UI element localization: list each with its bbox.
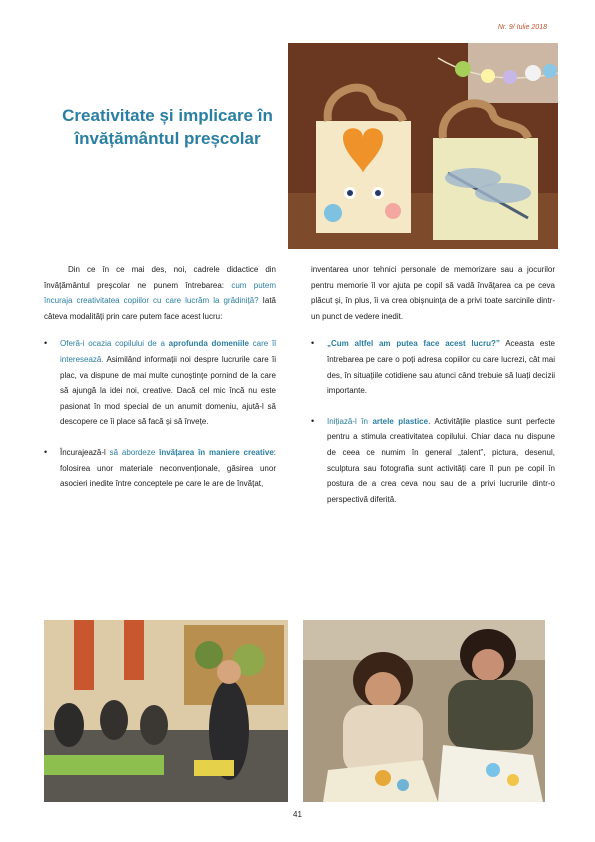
intro-paragraph [44,262,276,324]
bullet-explore-domains [44,336,276,430]
workshop-photo [44,620,288,802]
bullet-3-body: Aceasta este întrebarea pe care o poți adresa copiilor cu care lucrezi, cât mai des, în situațiile cotidiene sau atunci când trebuie să luați decizii importante. [327,339,555,396]
bullet-1-lead: Oferă-i ocazia copilului de a [60,339,169,349]
bullet-4-body: . Activitățile plastice sunt perfecte pentru a stimula creativitatea copilului. Chiar daca nu dispune de ceea ce numim în general „talent”, pictura, desenul, sculptura sau fotografia sunt activități care îl pun pe copil în postura de a crea ceva nou sau de a privi lucrurile dintr-o perspectivă diferită. [327,416,556,504]
bullet-2-blue: să abordeze [109,447,160,457]
left-bullet-list [44,336,276,491]
bullet-1-body: Asimilând informații noi despre lucrurile care îi plac, va dispune de mai multe cunoștințe pornind de la care să ajungă la idei noi, creative. Dacă cel mic încă nu este pasionat în mod special de un anumit domeniu, ajută-l să descopere ce îi place să facă și să învețe. [60,354,276,427]
intro-question: cum putem încuraja creativitatea copiilor cu care lucrăm la grădiniță? [44,280,276,306]
craft-boxes-photo [288,43,558,249]
bullet-2-bold: învățarea în maniere creative [159,447,274,457]
bullet-2-body: : folosirea unor materiale neconvenționale, găsirea unor asocieri inedite între conceptele pe care le are de învățat, [60,447,276,489]
right-column [311,262,555,522]
page-number: 41 [293,810,302,819]
bullet-4-lead: Inițiază-l în [327,416,373,426]
bullet-1-bold: aprofunda domeniile [168,339,249,349]
bullet-creative-learning [44,445,276,492]
intro-text-b: Iată câteva modalități prin care putem face acest lucru: [44,296,276,321]
right-bullet-list [311,336,555,507]
bullet-other-ways [311,336,555,398]
intro-text-a: Din ce în ce mai des, noi, cadrele didactice din învățământul preșcolar ne punem întrebarea: [44,265,276,290]
bullet-plastic-arts [311,414,555,508]
bullet-3-question: „Cum altfel am putea face acest lucru?” [327,339,500,349]
page-title: Creativitate și implicare în învățământul preșcolar [62,106,273,148]
left-column [44,262,276,507]
painting-photo [303,620,545,802]
bullet-1-tail: care îl interesează. [60,339,276,364]
issue-label: Nr. 9/ Iulie 2018 [497,24,547,31]
bullet-2-lead: Încurajează-l [60,447,110,457]
bullet-4-bold: artele plastice [372,416,429,426]
continued-paragraph: inventarea unor tehnici personale de memorizare sau a jocurilor pentru memorie îl vor ajuta pe copil să vadă învățarea ca pe ceva plăcut și, în plus, îi va crea obișnuința de a privi toate sarcinile dintr-un punct de vedere inedit. [311,265,555,321]
